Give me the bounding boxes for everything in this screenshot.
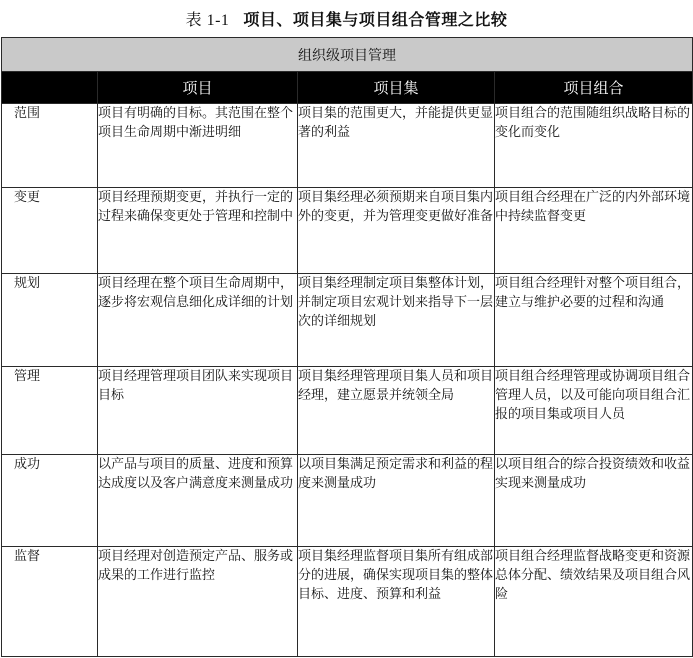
cell-portfolio: 项目组合经理在广泛的内外部环境中持续监督变更: [495, 188, 693, 274]
cell-program: 项目集经理必须预期来自项目集内外的变更，并为管理变更做好准备: [298, 188, 495, 274]
cell-program: 项目集的范围更大，并能提供更显著的利益: [298, 103, 495, 188]
cell-project: 项目经理预期变更，并执行一定的过程来确保变更处于管理和控制中: [98, 188, 298, 274]
cell-project: 项目经理对创造预定产品、服务或成果的工作进行监控: [98, 547, 298, 657]
column-header-portfolio: 项目组合: [495, 72, 693, 103]
table-number: 表 1-1: [185, 12, 230, 29]
group-header: 组织级项目管理: [2, 38, 693, 72]
table-row: [2, 454, 693, 546]
cell-project: 项目有明确的目标。其范围在整个项目生命周期中渐进明细: [98, 103, 298, 188]
table-row: [2, 547, 693, 657]
cell-project: 以产品与项目的质量、进度和预算达成度以及客户满意度来测量成功: [98, 454, 298, 546]
group-header-row: [2, 38, 693, 72]
table-row: [2, 366, 693, 454]
column-header-program: 项目集: [298, 72, 495, 103]
cell-portfolio: 项目组合经理管理或协调项目组合管理人员，以及可能向项目组合汇报的项目集或项目人员: [495, 366, 693, 454]
column-header-blank: [2, 72, 98, 103]
row-label-success: 成功: [2, 454, 98, 546]
cell-portfolio: 以项目组合的综合投资绩效和收益实现来测量成功: [495, 454, 693, 546]
cell-portfolio: 项目组合经理监督战略变更和资源总体分配、绩效结果及项目组合风险: [495, 547, 693, 657]
cell-project: 项目经理管理项目团队来实现项目目标: [98, 366, 298, 454]
table-row: [2, 274, 693, 366]
cell-portfolio: 项目组合的范围随组织战略目标的变化而变化: [495, 103, 693, 188]
cell-program: 项目集经理监督项目集所有组成部分的进展，确保实现项目集的整体目标、进度、预算和利益: [298, 547, 495, 657]
column-header-project: 项目: [98, 72, 298, 103]
cell-program: 项目集经理制定项目集整体计划，并制定项目宏观计划来指导下一层次的详细规划: [298, 274, 495, 366]
row-label-monitoring: 监督: [2, 547, 98, 657]
row-label-change: 变更: [2, 188, 98, 274]
row-label-planning: 规划: [2, 274, 98, 366]
row-label-scope: 范围: [2, 103, 98, 188]
cell-program: 项目集经理管理项目集人员和项目经理，建立愿景并统领全局: [298, 366, 495, 454]
table-row: [2, 188, 693, 274]
row-label-management: 管理: [2, 366, 98, 454]
table-row: [2, 103, 693, 188]
cell-project: 项目经理在整个项目生命周期中，逐步将宏观信息细化成详细的计划: [98, 274, 298, 366]
table-title: 项目、项目集与项目组合管理之比较: [243, 10, 508, 29]
cell-program: 以项目集满足预定需求和利益的程度来测量成功: [298, 454, 495, 546]
column-header-row: [2, 72, 693, 103]
table-caption: [0, 7, 693, 30]
comparison-table: [1, 37, 693, 657]
cell-portfolio: 项目组合经理针对整个项目组合，建立与维护必要的过程和沟通: [495, 274, 693, 366]
